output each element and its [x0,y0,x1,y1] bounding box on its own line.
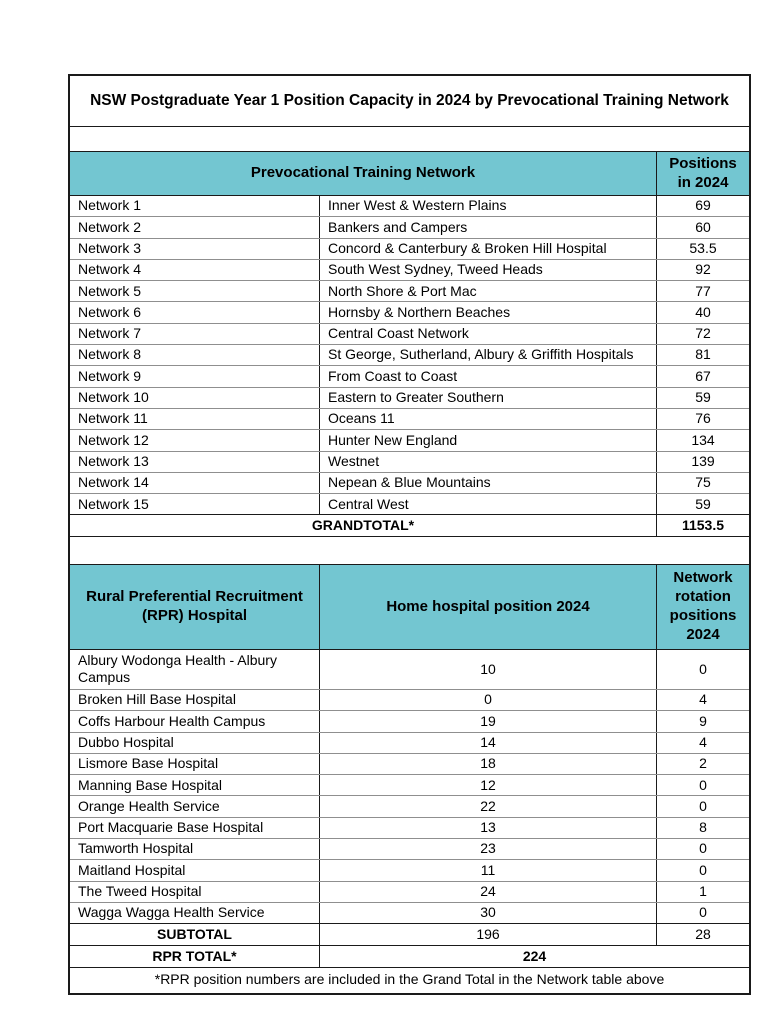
network-name: Central Coast Network [320,324,657,344]
subtotal-rotation-value: 28 [695,925,711,942]
network-positions: 134 [691,431,715,448]
hospital-home-positions: 11 [320,860,657,880]
network-name: Hunter New England [320,430,657,450]
hospital-rotation-positions: 4 [699,691,707,708]
hospital-name: Lismore Base Hospital [70,754,320,774]
network-row [70,196,749,217]
network-id: Network 13 [70,452,320,472]
network-id: Network 14 [70,473,320,493]
network-row [70,281,749,302]
subtotal-home-value: 196 [320,924,657,945]
hospital-name: Orange Health Service [70,796,320,816]
rpr-total-label: RPR TOTAL* [70,946,320,967]
hospital-home-positions: 14 [320,733,657,753]
hospital-rotation-positions: 4 [699,733,707,750]
network-name: Oceans 11 [320,409,657,429]
hospital-name: Coffs Harbour Health Campus [70,711,320,731]
hospital-name: Wagga Wagga Health Service [70,903,320,923]
hospital-row [70,733,749,754]
hospital-row [70,818,749,839]
network-name: Eastern to Greater Southern [320,388,657,408]
network-positions: 76 [695,410,711,427]
network-positions: 59 [695,495,711,512]
hospital-name: Maitland Hospital [70,860,320,880]
hospital-row [70,903,749,924]
hospital-row [70,711,749,732]
hospital-name: Tamworth Hospital [70,839,320,859]
network-row [70,217,749,238]
hospital-name: Broken Hill Base Hospital [70,690,320,710]
hospital-rotation-positions: 0 [699,776,707,793]
network-positions: 69 [695,197,711,214]
hospital-name: Dubbo Hospital [70,733,320,753]
network-row [70,473,749,494]
hospital-rotation-positions: 2 [699,755,707,772]
network-positions: 67 [695,367,711,384]
hospital-name: Port Macquarie Base Hospital [70,818,320,838]
network-row [70,345,749,366]
network-row [70,366,749,387]
rpr-header-hospital: Rural Preferential Recruitment (RPR) Hospital [70,565,320,649]
hospital-name: The Tweed Hospital [70,882,320,902]
network-name: St George, Sutherland, Albury & Griffith Hospitals [320,345,657,365]
network-positions: 53.5 [689,239,717,256]
hospital-home-positions: 13 [320,818,657,838]
network-name: From Coast to Coast [320,366,657,386]
hospital-row [70,839,749,860]
rpr-total-row [70,946,749,968]
hospital-row [70,690,749,711]
network-positions: 60 [695,218,711,235]
network-id: Network 8 [70,345,320,365]
network-positions: 139 [691,452,715,469]
hospital-home-positions: 0 [320,690,657,710]
grandtotal-row [70,515,749,537]
hospital-row [70,860,749,881]
hospital-row [70,754,749,775]
hospital-home-positions: 12 [320,775,657,795]
rpr-header-rotation: Network rotation positions 2024 [669,569,737,643]
hospital-row [70,882,749,903]
network-positions: 72 [695,325,711,342]
network-positions: 92 [695,261,711,278]
network-row [70,260,749,281]
hospital-rotation-positions: 0 [699,861,707,878]
hospital-row [70,650,749,690]
rpr-table-header [70,565,749,650]
grandtotal-value: 1153.5 [681,516,725,533]
network-positions: 77 [695,282,711,299]
rpr-total-value: 224 [522,947,547,964]
grandtotal-label: GRANDTOTAL* [70,515,657,536]
network-name: Hornsby & Northern Beaches [320,302,657,322]
document-page [68,74,751,995]
network-name: North Shore & Port Mac [320,281,657,301]
network-name: Inner West & Western Plains [320,196,657,216]
network-positions: 40 [695,303,711,320]
hospital-name: Albury Wodonga Health - Albury Campus [70,650,320,689]
hospital-home-positions: 18 [320,754,657,774]
hospital-home-positions: 23 [320,839,657,859]
network-row [70,494,749,515]
hospital-home-positions: 30 [320,903,657,923]
rpr-header-home: Home hospital position 2024 [320,565,657,649]
network-id: Network 11 [70,409,320,429]
document-title: NSW Postgraduate Year 1 Position Capacity in 2024 by Prevocational Training Network [70,76,749,127]
subtotal-row [70,924,749,946]
network-id: Network 3 [70,239,320,259]
network-row [70,239,749,260]
footnote-row [70,968,749,993]
network-id: Network 7 [70,324,320,344]
network-id: Network 10 [70,388,320,408]
subtotal-label: SUBTOTAL [70,924,320,945]
network-row [70,302,749,323]
network-positions: 59 [695,389,711,406]
hospital-rotation-positions: 0 [699,840,707,857]
network-row [70,409,749,430]
network-id: Network 12 [70,430,320,450]
network-id: Network 9 [70,366,320,386]
hospital-rotation-positions: 9 [699,712,707,729]
network-row [70,324,749,345]
hospital-row [70,775,749,796]
network-id: Network 15 [70,494,320,514]
hospital-home-positions: 22 [320,796,657,816]
hospital-rotation-positions: 0 [699,660,707,677]
network-id: Network 2 [70,217,320,237]
hospital-name: Manning Base Hospital [70,775,320,795]
table-gap-row [70,537,749,565]
network-name: Westnet [320,452,657,472]
network-name: Central West [320,494,657,514]
hospital-rotation-positions: 8 [699,819,707,836]
network-row [70,452,749,473]
hospital-home-positions: 24 [320,882,657,902]
title-spacer-row [70,127,749,152]
network-id: Network 4 [70,260,320,280]
network-positions: 81 [695,346,711,363]
hospital-row [70,796,749,817]
network-row [70,430,749,451]
network-id: Network 6 [70,302,320,322]
network-table-header-network: Prevocational Training Network [70,152,657,195]
hospital-rotation-positions: 0 [699,797,707,814]
network-name: Nepean & Blue Mountains [320,473,657,493]
network-table-header-positions: Positions in 2024 [669,154,737,191]
network-row [70,388,749,409]
hospital-rotation-positions: 0 [699,904,707,921]
network-table-header [70,152,749,196]
hospital-rotation-positions: 1 [699,883,707,900]
network-positions: 75 [695,474,711,491]
footnote-text: *RPR position numbers are included in the Grand Total in the Network table above [154,971,665,988]
network-name: South West Sydney, Tweed Heads [320,260,657,280]
network-id: Network 1 [70,196,320,216]
network-name: Bankers and Campers [320,217,657,237]
network-id: Network 5 [70,281,320,301]
hospital-home-positions: 10 [320,650,657,689]
network-name: Concord & Canterbury & Broken Hill Hospital [320,239,657,259]
hospital-home-positions: 19 [320,711,657,731]
